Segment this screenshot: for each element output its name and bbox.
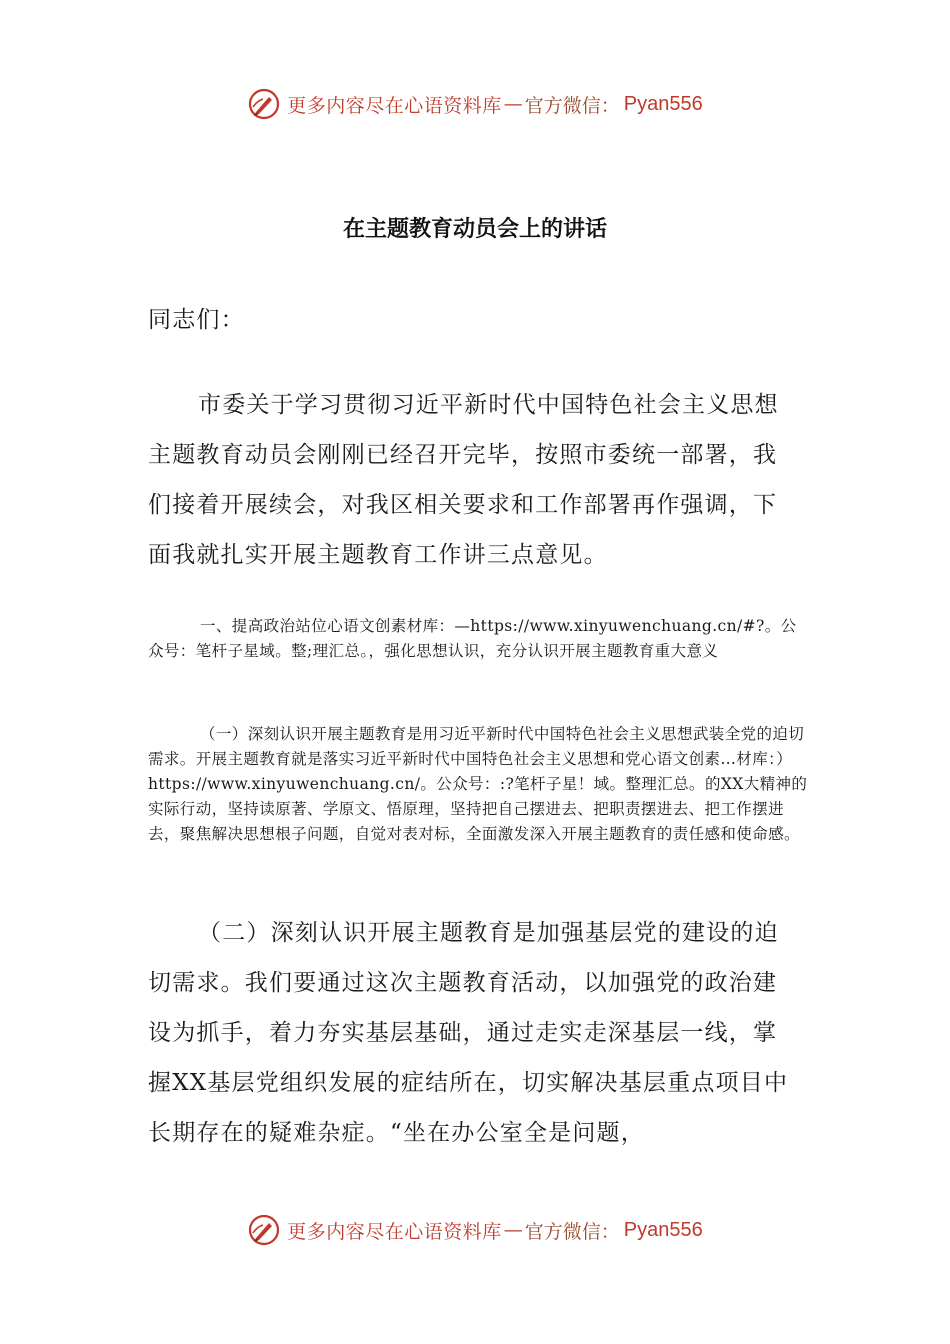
paragraph-section-one-heading: 一、提高政治站位心语文创素材库：—https://www.xinyuwenchuang.cn/#?。公众号：笔杆子星域。整;理汇总。，强化思想认识，充分认识开展主题教育重大意义	[148, 617, 797, 660]
watermark-banner-top	[0, 82, 950, 126]
document-title: 在主题教育动员会上的讲话	[342, 217, 607, 242]
watermark-brand: 更多内容尽在心语资料库	[287, 94, 502, 117]
watermark-separator: —	[503, 93, 523, 115]
pen-logo-icon	[247, 87, 281, 121]
watermark-wechat-id: Pyan556	[623, 92, 703, 115]
watermark-wechat-label: 官方微信：	[524, 1220, 620, 1243]
salutation: 同志们：	[148, 307, 245, 333]
paragraph-section-one-item-one: （一）深刻认识开展主题教育是用习近平新时代中国特色社会主义思想武装全党的迫切需求。开展主题教育就是落实习近平新时代中国特色社会主义思想和党心语文创素…材库：）https://www.xinyuwenchuang.cn/。公众号：:?笔杆子星！域。整理汇总。的XX大精神的实际行动，坚持读原著、学原文、悟原理，坚持把自己摆进去、把职责摆进去、把工作摆进去，聚焦解决思想根子问题，自觉对表对标，全面激发深入开展主题教育的责任感和使命感。	[148, 725, 808, 843]
watermark-wechat-id: Pyan556	[623, 1218, 703, 1241]
watermark-separator: —	[503, 1219, 523, 1241]
paragraph-intro: 市委关于学习贯彻习近平新时代中国特色社会主义思想主题教育动员会刚刚已经召开完毕，按照市委统一部署，我们接着开展续会，对我区相关要求和工作部署再作强调，下面我就扎实开展主题教育工作讲三点意见。	[148, 392, 779, 568]
watermark-brand: 更多内容尽在心语资料库	[287, 1220, 502, 1243]
watermark-wechat-label: 官方微信：	[524, 94, 620, 117]
watermark-banner-bottom	[0, 1208, 950, 1252]
paragraph-section-one-item-two: （二）深刻认识开展主题教育是加强基层党的建设的迫切需求。我们要通过这次主题教育活动，以加强党的政治建设为抓手，着力夯实基层基础，通过走实走深基层一线，掌握XX基层党组织发展的症结所在，切实解决基层重点项目中长期存在的疑难杂症。“坐在办公室全是问题，	[148, 920, 789, 1146]
pen-logo-icon	[247, 1213, 281, 1247]
